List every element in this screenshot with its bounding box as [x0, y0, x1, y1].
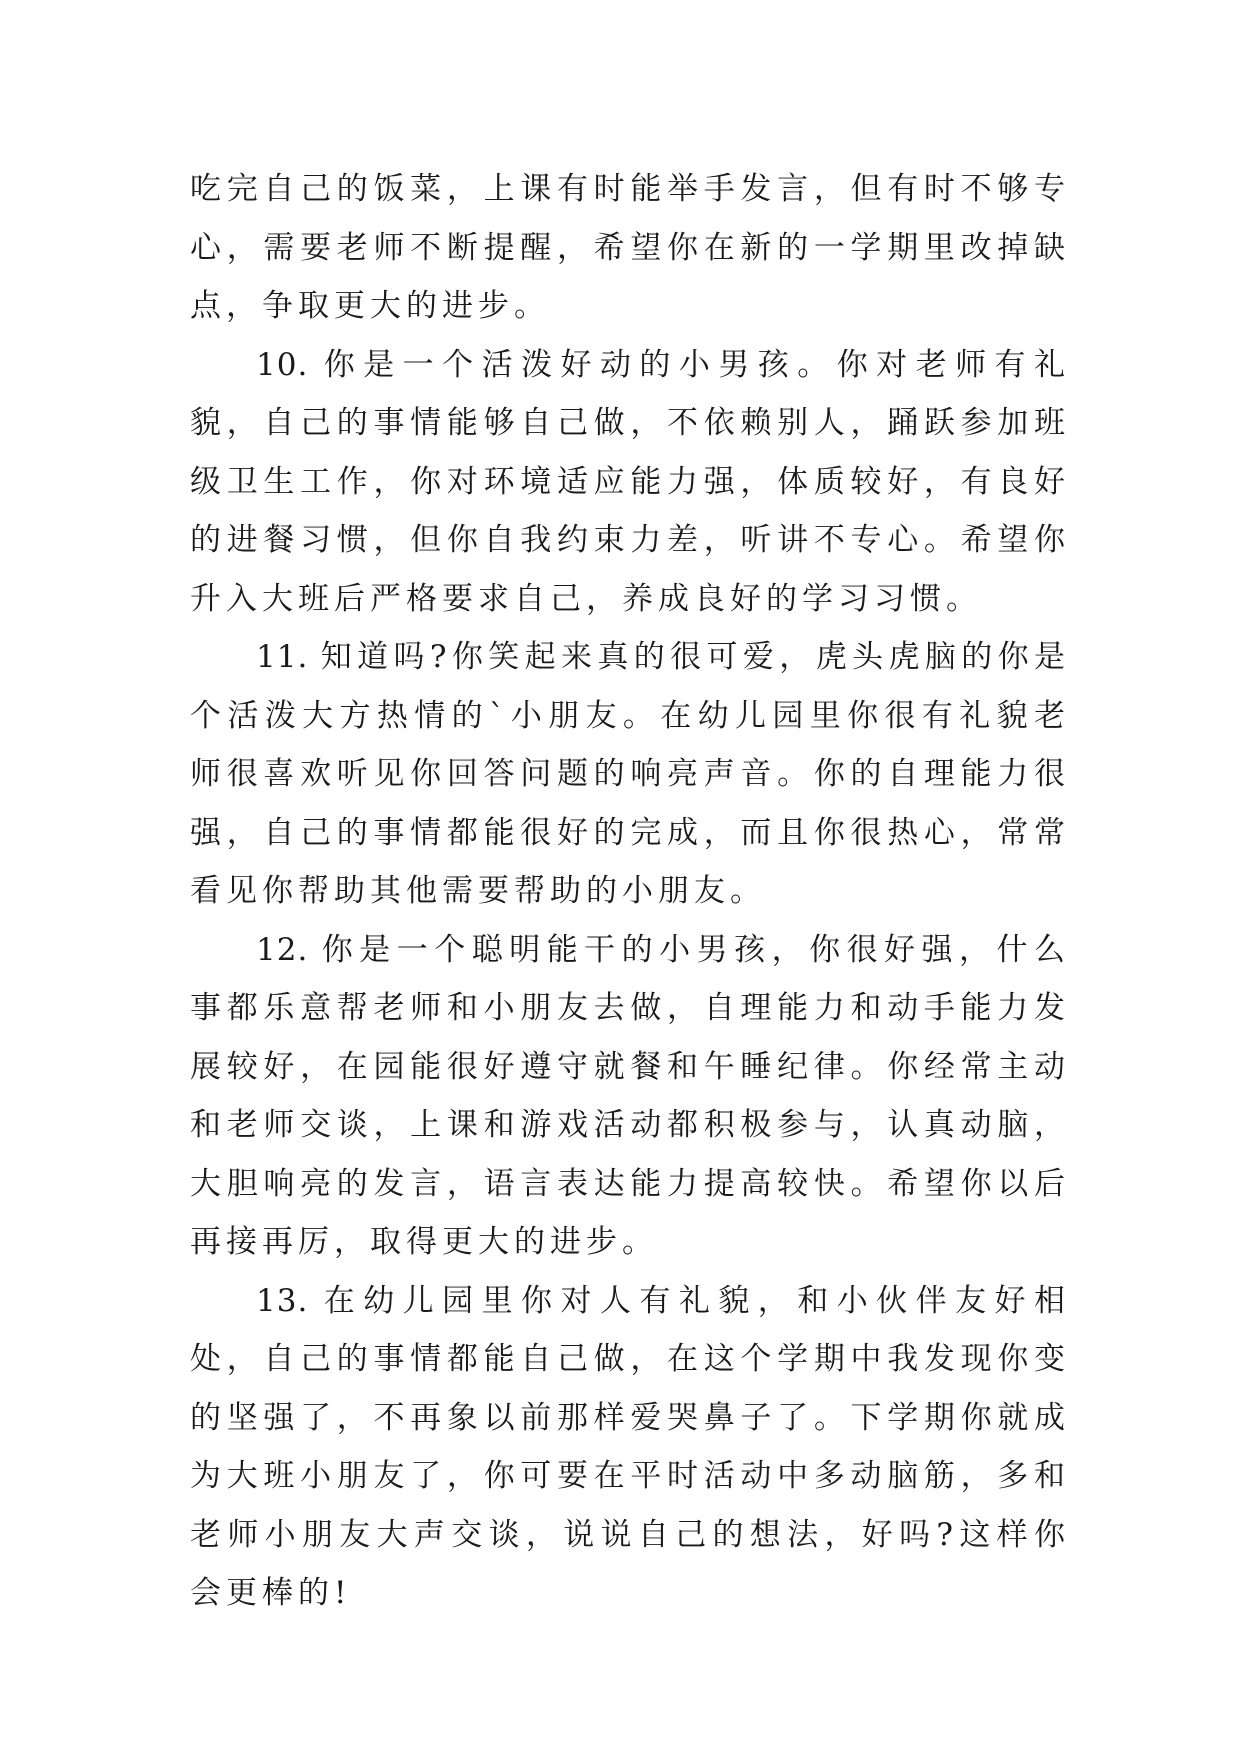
paragraph-text: 你是一个聪明能干的小男孩，你很好强，什么事都乐意帮老师和小朋友去做，自理能力和动手能力发展较好，在园能很好遵守就餐和午睡纪律。你经常主动和老师交谈，上课和游戏活动都积极参与，认真动脑，大胆响亮的发言，语言表达能力提高较快。希望你以后再接再厉，取得更大的进步。: [190, 931, 1070, 1260]
paragraph-10: [190, 336, 1070, 629]
paragraph-text: 吃完自己的饭菜，上课有时能举手发言，但有时不够专心，需要老师不断提醒，希望你在新的一学期里改掉缺点，争取更大的进步。: [190, 171, 1070, 324]
paragraph-text: 在幼儿园里你对人有礼貌，和小伙伴友好相处，自己的事情都能自己做，在这个学期中我发现你变的坚强了，不再象以前那样爱哭鼻子了。下学期你就成为大班小朋友了，你可要在平时活动中多动脑筋，多和老师小朋友大声交谈，说说自己的想法，好吗?这样你会更棒的!: [190, 1282, 1070, 1611]
paragraph-12: [190, 921, 1070, 1272]
document-body: [190, 160, 1070, 1623]
paragraph-text: 知道吗?你笑起来真的很可爱，虎头虎脑的你是个活泼大方热情的`小朋友。在幼儿园里你很有礼貌老师很喜欢听见你回答问题的响亮声音。你的自理能力很强，自己的事情都能很好的完成，而且你很热心，常常看见你帮助其他需要帮助的小朋友。: [190, 639, 1070, 909]
paragraph-13: [190, 1272, 1070, 1623]
paragraph-number: 11.: [256, 639, 309, 675]
paragraph-number: 12.: [256, 931, 309, 968]
paragraph-number: 10.: [256, 346, 309, 383]
paragraph-11: [190, 628, 1070, 921]
paragraph-continued: [190, 160, 1070, 336]
paragraph-text: 你是一个活泼好动的小男孩。你对老师有礼貌，自己的事情能够自己做，不依赖别人，踊跃参加班级卫生工作，你对环境适应能力强，体质较好，有良好的进餐习惯，但你自我约束力差，听讲不专心。希望你升入大班后严格要求自己，养成良好的学习习惯。: [190, 346, 1070, 617]
paragraph-number: 13.: [256, 1282, 309, 1319]
